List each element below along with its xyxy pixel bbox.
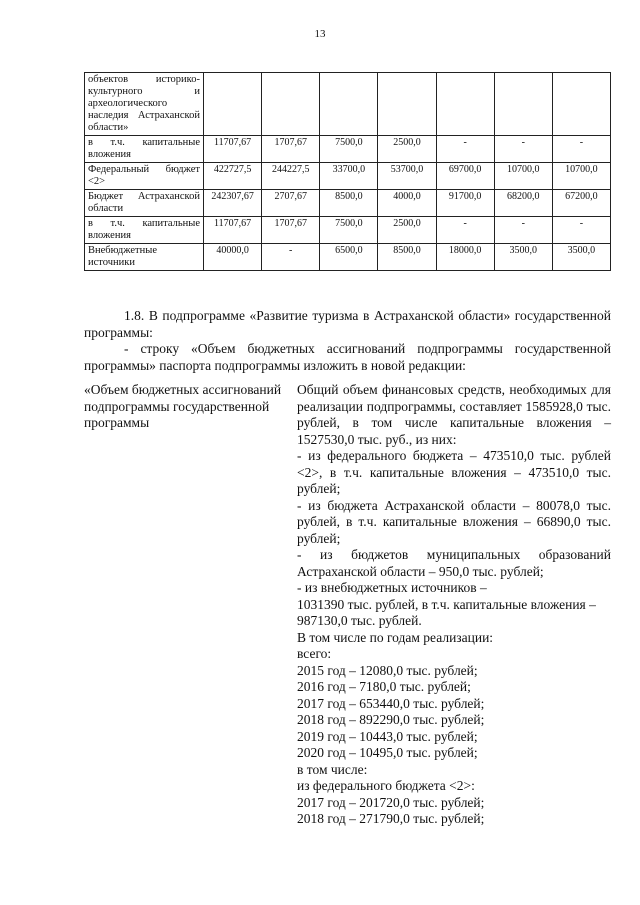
table-cell xyxy=(436,73,494,136)
table-cell: 3500,0 xyxy=(494,244,552,271)
federal-budget-line: - из федерального бюджета – 473510,0 тыс. рублей <2>, в т.ч. капитальные вложения – 473510,0 тыс. рублей; xyxy=(297,448,611,496)
table-cell: - xyxy=(552,217,610,244)
table-cell: 18000,0 xyxy=(436,244,494,271)
table-cell: 2707,67 xyxy=(262,190,320,217)
year-2018: 2018 год – 892290,0 тыс. рублей; xyxy=(297,712,485,727)
table-cell xyxy=(320,73,378,136)
table-cell: 244227,5 xyxy=(262,163,320,190)
table-cell: 69700,0 xyxy=(436,163,494,190)
table-cell: 7500,0 xyxy=(320,217,378,244)
table-cell: 10700,0 xyxy=(552,163,610,190)
left-cell-label: «Объем бюджетных ассигнований подпрограммы государственной программы xyxy=(84,382,282,430)
table-row xyxy=(85,190,611,217)
table-cell: 68200,0 xyxy=(494,190,552,217)
including-heading: в том числе: xyxy=(297,761,368,777)
federal-year-2017: 2017 год – 201720,0 тыс. рублей; xyxy=(297,794,485,810)
by-years-heading: В том числе по годам реализации: xyxy=(297,629,494,645)
table-cell: 6500,0 xyxy=(320,244,378,271)
table-cell: - xyxy=(436,217,494,244)
year-2016: 2016 год – 7180,0 тыс. рублей; xyxy=(297,679,471,694)
table-cell: 10700,0 xyxy=(494,163,552,190)
year-2017: 2017 год – 653440,0 тыс. рублей; xyxy=(297,695,485,711)
paragraph-line-instruction: - строку «Объем бюджетных ассигнований подпрограммы государственной программы» паспорта подпрограммы изложить в новой редакции: xyxy=(84,341,611,373)
table-row xyxy=(85,217,611,244)
table-row-label: в т.ч. капитальные вложения xyxy=(85,217,204,244)
table-cell: 67200,0 xyxy=(552,190,610,217)
table-row-label: в т.ч. капитальные вложения xyxy=(85,136,204,163)
table-cell: 8500,0 xyxy=(320,190,378,217)
table-cell xyxy=(494,73,552,136)
table-cell: 2500,0 xyxy=(378,136,436,163)
table-cell: 1707,67 xyxy=(262,136,320,163)
table-cell: - xyxy=(494,217,552,244)
extra-budget-line-b: 1031390 тыс. рублей, в т.ч. капитальные вложения – 987130,0 тыс. рублей. xyxy=(297,596,596,628)
budget-table xyxy=(84,72,611,271)
table-cell: 33700,0 xyxy=(320,163,378,190)
table-cell: - xyxy=(262,244,320,271)
paragraph-1-8 xyxy=(84,308,611,374)
from-federal-heading: из федерального бюджета <2>: xyxy=(297,778,475,793)
table-cell xyxy=(552,73,610,136)
total-volume: Общий объем финансовых средств, необходимых для реализации подпрограммы, составляет 1585928,0 тыс. рублей, в том числе капитальные вложения – 1527530,0 тыс. руб., из них: xyxy=(297,382,611,447)
year-2020: 2020 год – 10495,0 тыс. рублей; xyxy=(297,745,478,760)
table-cell: 422727,5 xyxy=(204,163,262,190)
extra-budget-line-a: - из внебюджетных источников – xyxy=(297,580,487,595)
table-cell xyxy=(204,73,262,136)
table-cell: 53700,0 xyxy=(378,163,436,190)
table-cell xyxy=(262,73,320,136)
table-cell: - xyxy=(552,136,610,163)
table-cell: 1707,67 xyxy=(262,217,320,244)
table-row xyxy=(85,136,611,163)
table-cell xyxy=(378,73,436,136)
table-cell: - xyxy=(494,136,552,163)
year-2019: 2019 год – 10443,0 тыс. рублей; xyxy=(297,728,478,744)
table-row xyxy=(85,244,611,271)
table-row-label: Федеральный бюджет <2> xyxy=(85,163,204,190)
table-cell: 40000,0 xyxy=(204,244,262,271)
table-cell: - xyxy=(436,136,494,163)
regional-budget-line: - из бюджета Астраханской области – 80078,0 тыс. рублей, в т.ч. капитальные вложения – 66890,0 тыс. рублей; xyxy=(297,497,611,546)
table-cell: 8500,0 xyxy=(378,244,436,271)
table-cell: 91700,0 xyxy=(436,190,494,217)
table-row xyxy=(85,73,611,136)
table-row xyxy=(85,163,611,190)
total-heading: всего: xyxy=(297,646,332,661)
table-cell: 3500,0 xyxy=(552,244,610,271)
year-2015: 2015 год – 12080,0 тыс. рублей; xyxy=(297,662,478,678)
table-row-label: Бюджет Астраханской области xyxy=(85,190,204,217)
table-cell: 2500,0 xyxy=(378,217,436,244)
table-cell: 7500,0 xyxy=(320,136,378,163)
right-cell-content xyxy=(297,382,611,828)
paragraph-1-8-text: 1.8. В подпрограмме «Развитие туризма в Астраханской области» государственной программы: xyxy=(84,308,611,340)
table-cell: 11707,67 xyxy=(204,136,262,163)
federal-year-2018: 2018 год – 271790,0 тыс. рублей; xyxy=(297,811,485,826)
table-cell: 4000,0 xyxy=(378,190,436,217)
table-row-label: объектов историко-культурного и археологического наследия Астраханской области» xyxy=(85,73,204,136)
table-cell: 11707,67 xyxy=(204,217,262,244)
municipal-budget-line: - из бюджетов муниципальных образований Астраханской области – 950,0 тыс. рублей; xyxy=(297,547,611,579)
table-cell: 242307,67 xyxy=(204,190,262,217)
table-row-label: Внебюджетные источники xyxy=(85,244,204,271)
page-number: 13 xyxy=(314,28,326,40)
